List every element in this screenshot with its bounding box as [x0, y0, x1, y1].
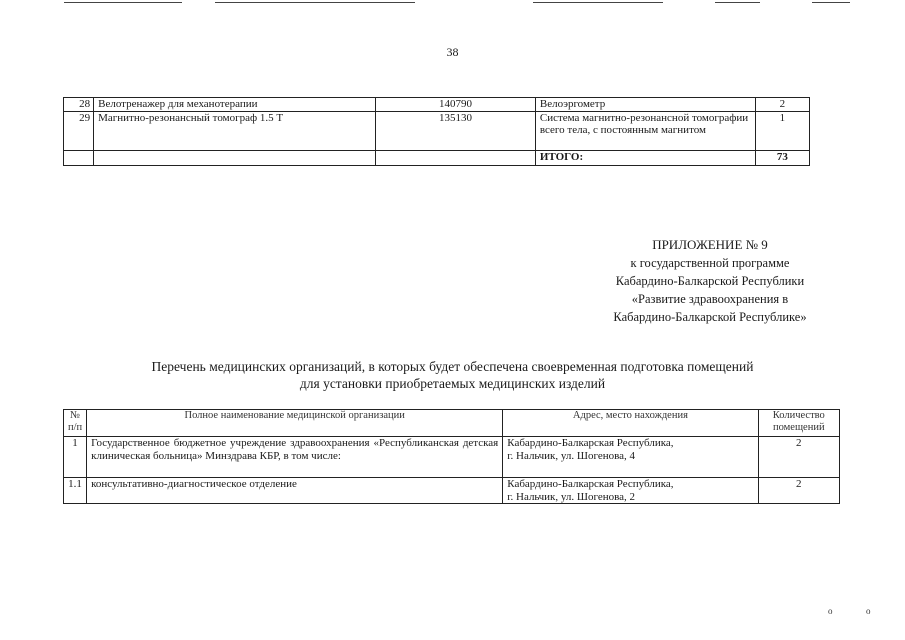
header-quantity — [758, 410, 839, 437]
equipment-code: 140790 — [376, 98, 536, 112]
header-text: помещений — [772, 422, 825, 433]
room-count: 2 — [758, 478, 839, 504]
table-header-row — [64, 410, 840, 437]
scan-top-line — [812, 2, 850, 3]
table-row — [64, 112, 810, 151]
scan-top-line — [533, 2, 663, 3]
address-line: Кабардино-Балкарская Республика, — [507, 437, 674, 449]
table-row — [64, 98, 810, 112]
header-address: Адрес, место нахождения — [503, 410, 758, 437]
scan-top-line — [215, 2, 415, 3]
scan-mark: o — [866, 606, 871, 616]
appendix-line: Кабардино-Балкарской Республики — [615, 274, 805, 288]
appendix-header — [560, 236, 860, 326]
equipment-name: Велотренажер для механотерапии — [94, 98, 376, 112]
empty-cell — [64, 151, 94, 166]
equipment-table — [63, 97, 810, 166]
row-number: 28 — [64, 98, 94, 112]
document-title-line: для установки приобретаемых медицинских изделий — [299, 376, 606, 391]
address-line: г. Нальчик, ул. Шогенова, 4 — [507, 449, 636, 462]
appendix-line: к государственной программе — [630, 256, 790, 270]
appendix-title: ПРИЛОЖЕНИЕ № 9 — [652, 237, 768, 252]
equipment-quantity: 1 — [755, 112, 809, 151]
scan-mark: o — [828, 606, 833, 616]
header-text: Количество — [772, 410, 825, 421]
table-row — [64, 437, 840, 478]
header-text: п/п — [67, 422, 83, 433]
row-number: 29 — [64, 112, 94, 151]
organization-address — [503, 478, 758, 504]
equipment-quantity: 2 — [755, 98, 809, 112]
header-organization: Полное наименование медицинской организации — [87, 410, 503, 437]
document-title-line: Перечень медицинских организаций, в которых будет обеспечена своевременная подготовка помещений — [151, 359, 754, 374]
total-row — [64, 151, 810, 166]
document-title — [60, 358, 845, 392]
table-row — [64, 478, 840, 504]
empty-cell — [376, 151, 536, 166]
room-count: 2 — [758, 437, 839, 478]
empty-cell — [94, 151, 376, 166]
total-value: 73 — [755, 151, 809, 166]
address-line: Кабардино-Балкарская Республика, — [507, 478, 674, 490]
row-number: 1.1 — [64, 478, 87, 504]
equipment-code: 135130 — [376, 112, 536, 151]
appendix-line: Кабардино-Балкарской Республике» — [613, 310, 807, 324]
appendix-line: «Развитие здравоохранения в — [631, 292, 789, 306]
equipment-type: Система магнитно-резонансной томографии всего тела, с постоянным магнитом — [535, 112, 755, 151]
row-number: 1 — [64, 437, 87, 478]
organization-name: консультативно-диагностическое отделение — [87, 478, 503, 504]
equipment-name: Магнитно-резонансный томограф 1.5 Т — [94, 112, 376, 151]
header-number — [64, 410, 87, 437]
scan-top-line — [715, 2, 760, 3]
equipment-type: Велоэргометр — [535, 98, 755, 112]
organization-address — [503, 437, 758, 478]
scan-top-line — [64, 2, 182, 3]
address-line: г. Нальчик, ул. Шогенова, 2 — [507, 490, 636, 503]
organizations-table — [63, 409, 840, 504]
header-text: № — [70, 410, 81, 421]
total-label: ИТОГО: — [535, 151, 755, 166]
organization-name: Государственное бюджетное учреждение здравоохранения «Республиканская детская клиническая больница» Минздрава КБР, в том числе: — [87, 437, 503, 478]
page-number: 38 — [446, 45, 459, 59]
